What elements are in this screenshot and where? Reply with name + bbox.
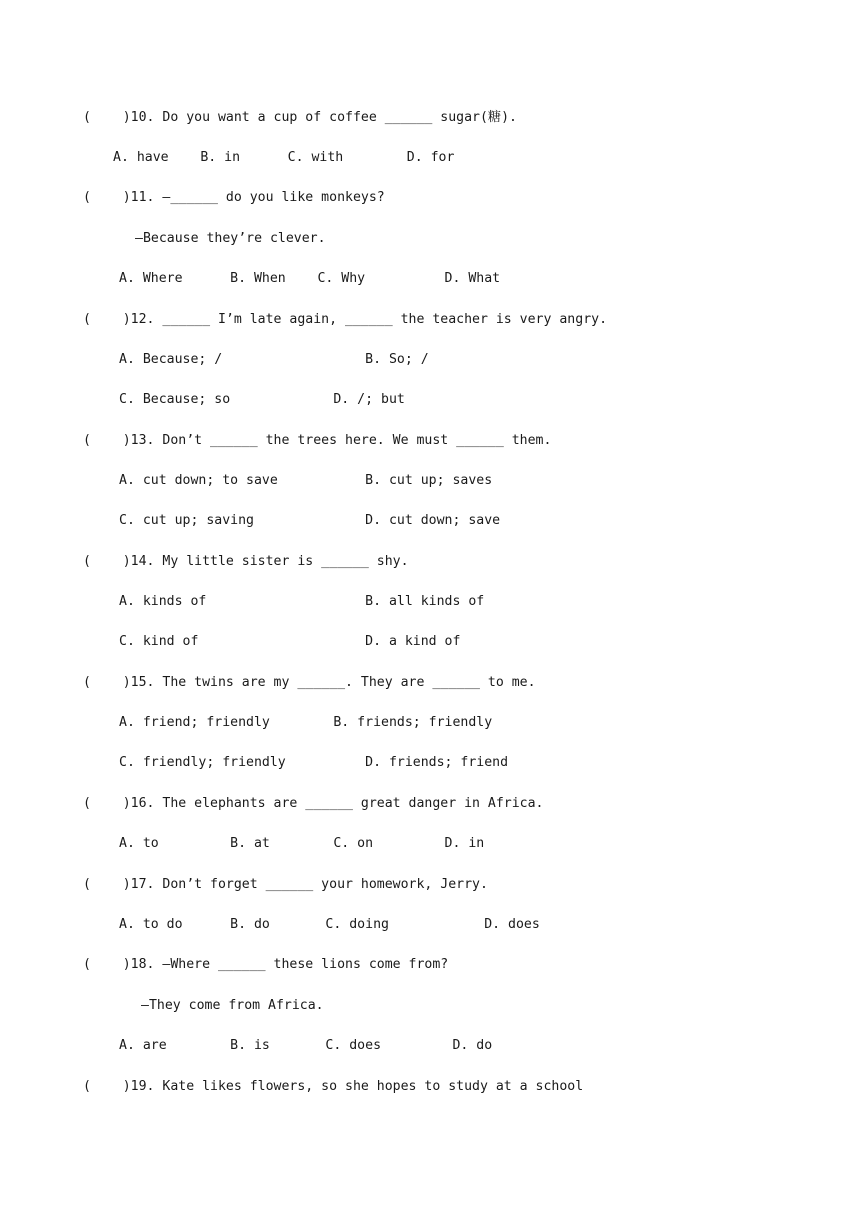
question-10-stem: ( )10. Do you want a cup of coffee ______ sugar(糖). (83, 110, 517, 125)
question-14-options-cd: C. kind of D. a kind of (119, 634, 461, 649)
question-12-options-cd: C. Because; so D. /; but (119, 392, 405, 407)
question-17-stem: ( )17. Don’t forget ______ your homework, Jerry. (83, 877, 488, 892)
question-15-options-cd: C. friendly; friendly D. friends; friend (119, 755, 509, 770)
question-13-options-cd: C. cut up; saving D. cut down; save (119, 513, 501, 528)
question-13-options-ab: A. cut down; to save B. cut up; saves (119, 473, 493, 488)
question-11-stem: ( )11. —______ do you like monkeys? (83, 190, 385, 205)
question-10-options: A. have B. in C. with D. for (113, 150, 455, 165)
question-14-stem: ( )14. My little sister is ______ shy. (83, 554, 409, 569)
question-13-stem: ( )13. Don’t ______ the trees here. We must ______ them. (83, 433, 552, 448)
question-19-stem: ( )19. Kate likes flowers, so she hopes to study at a school (83, 1079, 584, 1094)
question-11-options: A. Where B. When C. Why D. What (119, 271, 501, 286)
question-18-options: A. are B. is C. does D. do (119, 1038, 493, 1053)
question-12-options-ab: A. Because; / B. So; / (119, 352, 429, 367)
question-12-stem: ( )12. ______ I’m late again, ______ the teacher is very angry. (83, 312, 608, 327)
question-18-stem: ( )18. —Where ______ these lions come from? (83, 957, 449, 972)
question-15-stem: ( )15. The twins are my ______. They are ______ to me. (83, 675, 536, 690)
question-15-options-ab: A. friend; friendly B. friends; friendly (119, 715, 493, 730)
question-17-options: A. to do B. do C. doing D. does (119, 917, 540, 932)
question-16-options: A. to B. at C. on D. in (119, 836, 485, 851)
question-18-answer-line: —They come from Africa. (141, 998, 324, 1013)
question-14-options-ab: A. kinds of B. all kinds of (119, 594, 485, 609)
question-11-answer-line: —Because they’re clever. (135, 231, 326, 246)
question-16-stem: ( )16. The elephants are ______ great danger in Africa. (83, 796, 544, 811)
